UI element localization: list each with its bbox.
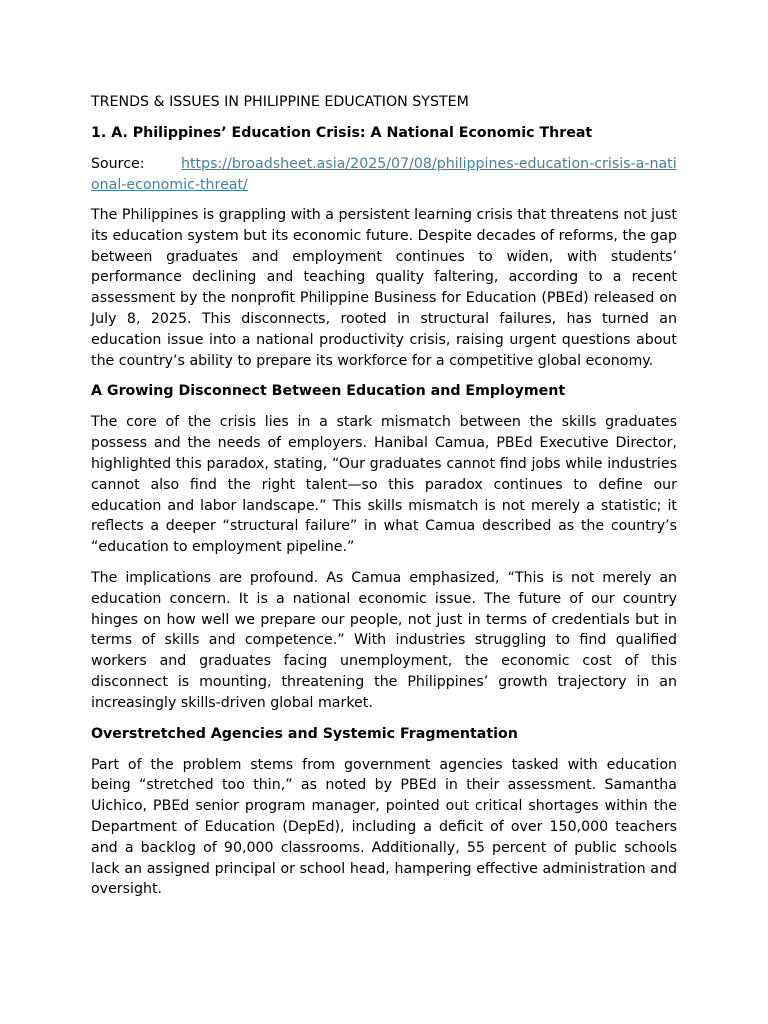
agencies-paragraph-1: Part of the problem stems from government agencies tasked with education being “stretched too thin,” as noted by PBEd in their assessment. Samantha Uichico, PBEd senior program manager, pointed out critical shortages within the Department of Education (DepEd), including a deficit of over 150,000 teachers and a backlog of 90,000 classrooms. Additionally, 55 percent of public schools lack an assigned principal or school head, hampering effective administration and oversight.: [91, 756, 677, 898]
document-title: TRENDS & ISSUES IN PHILIPPINE EDUCATION SYSTEM: [91, 94, 469, 110]
disconnect-heading: A Growing Disconnect Between Education and Employment: [91, 383, 566, 400]
source-link[interactable]: https://broadsheet.asia/2025/07/08/philippines-education-crisis-a-national-economic-threat/: [91, 156, 677, 193]
source-line: [91, 154, 677, 196]
disconnect-paragraph-1: The core of the crisis lies in a stark mismatch between the skills graduates possess and the needs of employers. Hanibal Camua, PBEd Executive Director, highlighted this paradox, stating, “Our graduates cannot find jobs while industries cannot also find the right talent—so this paradox continues to define our education and labor landscape.” This skills mismatch is not merely a statistic; it reflects a deeper “structural failure” in what Camua described as the country’s “education to employment pipeline.”: [91, 414, 677, 556]
article-heading: 1. A. Philippines’ Education Crisis: A National Economic Threat: [91, 125, 593, 141]
disconnect-paragraph-2: The implications are profound. As Camua emphasized, “This is not merely an education concern. It is a national economic issue. The future of our country hinges on how well we prepare our people, not just in terms of credentials but in terms of skills and competence.” With industries struggling to find qualified workers and graduates facing unemployment, the economic cost of this disconnect is mounting, threatening the Philippines’ growth trajectory in an increasingly skills-driven global market.: [91, 569, 677, 711]
agencies-heading: Overstretched Agencies and Systemic Fragmentation: [91, 725, 518, 742]
intro-paragraph: The Philippines is grappling with a persistent learning crisis that threatens not just its education system but its economic future. Despite decades of reforms, the gap between graduates and employment continues to widen, with students’ performance declining and teaching quality faltering, according to a recent assessment by the nonprofit Philippine Business for Education (PBEd) released on July 8, 2025. This disconnects, rooted in structural failures, has turned an education issue into a national productivity crisis, raising urgent questions about the country’s ability to prepare its workforce for a competitive global economy.: [91, 207, 677, 369]
source-label: Source:: [91, 156, 145, 172]
